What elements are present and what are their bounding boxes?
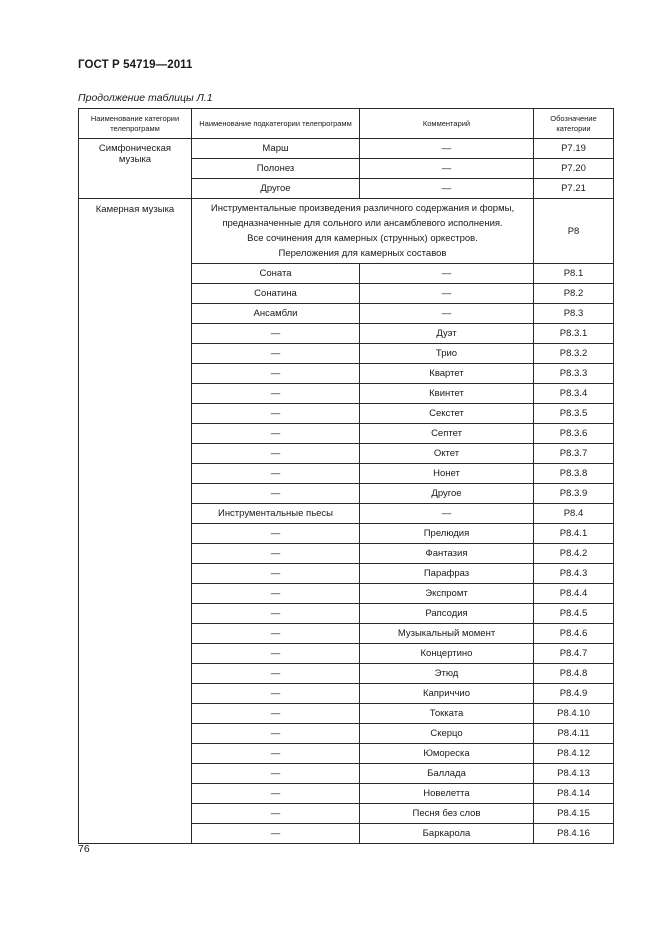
comment-cell: — — [360, 139, 534, 159]
comment-cell: Экспромт — [360, 584, 534, 604]
code-cell: P8.3.3 — [534, 364, 614, 384]
comment-cell: — — [360, 284, 534, 304]
code-cell: P8.3.7 — [534, 444, 614, 464]
comment-cell: Парафраз — [360, 564, 534, 584]
col-header-comment: Комментарий — [360, 109, 534, 139]
code-cell: P8.4.5 — [534, 604, 614, 624]
comment-cell: Рапсодия — [360, 604, 534, 624]
subcategory-cell: — — [192, 604, 360, 624]
comment-cell: Баркарола — [360, 824, 534, 844]
subcategory-cell: — — [192, 324, 360, 344]
comment-cell: Токката — [360, 704, 534, 724]
comment-cell: — — [360, 264, 534, 284]
subcategory-cell: Инструментальные пьесы — [192, 504, 360, 524]
code-cell: P7.19 — [534, 139, 614, 159]
code-cell: P8.4.4 — [534, 584, 614, 604]
comment-cell: Баллада — [360, 764, 534, 784]
subcategory-cell: — — [192, 644, 360, 664]
subcategory-cell: Сонатина — [192, 284, 360, 304]
document-title: ГОСТ Р 54719—2011 — [78, 59, 193, 71]
comment-cell: Юмореска — [360, 744, 534, 764]
comment-cell: Новелетта — [360, 784, 534, 804]
category-description — [192, 199, 534, 264]
comment-cell: Квинтет — [360, 384, 534, 404]
code-cell: P8.4.7 — [534, 644, 614, 664]
comment-cell: Концертино — [360, 644, 534, 664]
description-line: предназначенные для сольного или ансамблевого исполнения. — [222, 218, 503, 229]
code-cell: P8.4.2 — [534, 544, 614, 564]
comment-cell: Октет — [360, 444, 534, 464]
code-cell: P8.4 — [534, 504, 614, 524]
comment-cell: Скерцо — [360, 724, 534, 744]
code-cell: P8.4.13 — [534, 764, 614, 784]
code-cell: P8.3 — [534, 304, 614, 324]
comment-cell: Песня без слов — [360, 804, 534, 824]
table-caption: Продолжение таблицы Л.1 — [78, 92, 213, 104]
subcategory-cell: Марш — [192, 139, 360, 159]
code-cell: P8.3.4 — [534, 384, 614, 404]
comment-cell: Этюд — [360, 664, 534, 684]
comment-cell: — — [360, 304, 534, 324]
col-header-subcategory: Наименование подкатегории телепрограмм — [192, 109, 360, 139]
code-cell: P8.3.6 — [534, 424, 614, 444]
code-cell: P8.4.11 — [534, 724, 614, 744]
subcategory-cell: — — [192, 684, 360, 704]
comment-cell: Прелюдия — [360, 524, 534, 544]
code-cell: P8.4.3 — [534, 564, 614, 584]
category-cell: Симфоническая музыка — [79, 139, 192, 199]
code-cell: P8.3.5 — [534, 404, 614, 424]
subcategory-cell: — — [192, 784, 360, 804]
subcategory-cell: — — [192, 544, 360, 564]
subcategory-cell: — — [192, 664, 360, 684]
subcategory-cell: — — [192, 484, 360, 504]
subcategory-cell: — — [192, 424, 360, 444]
page-number: 76 — [78, 843, 90, 855]
subcategory-cell: — — [192, 464, 360, 484]
table-row — [79, 139, 614, 159]
code-cell: P8.1 — [534, 264, 614, 284]
comment-cell: Квартет — [360, 364, 534, 384]
code-cell: P8.4.14 — [534, 784, 614, 804]
code-cell: P8.3.2 — [534, 344, 614, 364]
code-cell: P8.3.8 — [534, 464, 614, 484]
code-cell: P8.3.1 — [534, 324, 614, 344]
comment-cell: Секстет — [360, 404, 534, 424]
code-cell: P8.4.15 — [534, 804, 614, 824]
code-cell: P8.4.8 — [534, 664, 614, 684]
subcategory-cell: — — [192, 384, 360, 404]
subcategory-cell: — — [192, 724, 360, 744]
code-cell: P8.4.12 — [534, 744, 614, 764]
subcategory-cell: — — [192, 444, 360, 464]
subcategory-cell: — — [192, 744, 360, 764]
category-cell: Камерная музыка — [79, 199, 192, 844]
description-line: Инструментальные произведения различного содержания и формы, — [210, 203, 515, 214]
comment-cell: — — [360, 504, 534, 524]
code-cell: P7.20 — [534, 159, 614, 179]
description-line: Переложения для камерных составов — [278, 248, 447, 259]
col-header-code: Обозначение категории — [534, 109, 614, 139]
subcategory-cell: — — [192, 624, 360, 644]
col-header-category: Наименование категории телепрограмм — [79, 109, 192, 139]
comment-cell: Каприччио — [360, 684, 534, 704]
code-cell: P8.4.9 — [534, 684, 614, 704]
subcategory-cell: — — [192, 344, 360, 364]
subcategory-cell: — — [192, 764, 360, 784]
comment-cell: Музыкальный момент — [360, 624, 534, 644]
code-cell: P8.4.6 — [534, 624, 614, 644]
subcategory-cell: — — [192, 824, 360, 844]
code-cell: P8.4.10 — [534, 704, 614, 724]
comment-cell: — — [360, 159, 534, 179]
code-cell: P8.4.16 — [534, 824, 614, 844]
table-row — [79, 199, 614, 264]
subcategory-cell: Ансамбли — [192, 304, 360, 324]
subcategory-cell: Другое — [192, 179, 360, 199]
comment-cell: Трио — [360, 344, 534, 364]
category-table — [78, 108, 614, 844]
code-cell: P8.4.1 — [534, 524, 614, 544]
subcategory-cell: — — [192, 404, 360, 424]
comment-cell: Дуэт — [360, 324, 534, 344]
subcategory-cell: Соната — [192, 264, 360, 284]
code-cell: P7.21 — [534, 179, 614, 199]
comment-cell: Септет — [360, 424, 534, 444]
subcategory-cell: — — [192, 704, 360, 724]
comment-cell: — — [360, 179, 534, 199]
comment-cell: Фантазия — [360, 544, 534, 564]
subcategory-cell: — — [192, 524, 360, 544]
comment-cell: Другое — [360, 484, 534, 504]
subcategory-cell: — — [192, 584, 360, 604]
comment-cell: Нонет — [360, 464, 534, 484]
code-cell: P8 — [534, 199, 614, 264]
subcategory-cell: Полонез — [192, 159, 360, 179]
subcategory-cell: — — [192, 804, 360, 824]
description-line: Все сочинения для камерных (струнных) оркестров. — [247, 233, 478, 244]
table-header-row — [79, 109, 614, 139]
code-cell: P8.2 — [534, 284, 614, 304]
code-cell: P8.3.9 — [534, 484, 614, 504]
subcategory-cell: — — [192, 364, 360, 384]
subcategory-cell: — — [192, 564, 360, 584]
